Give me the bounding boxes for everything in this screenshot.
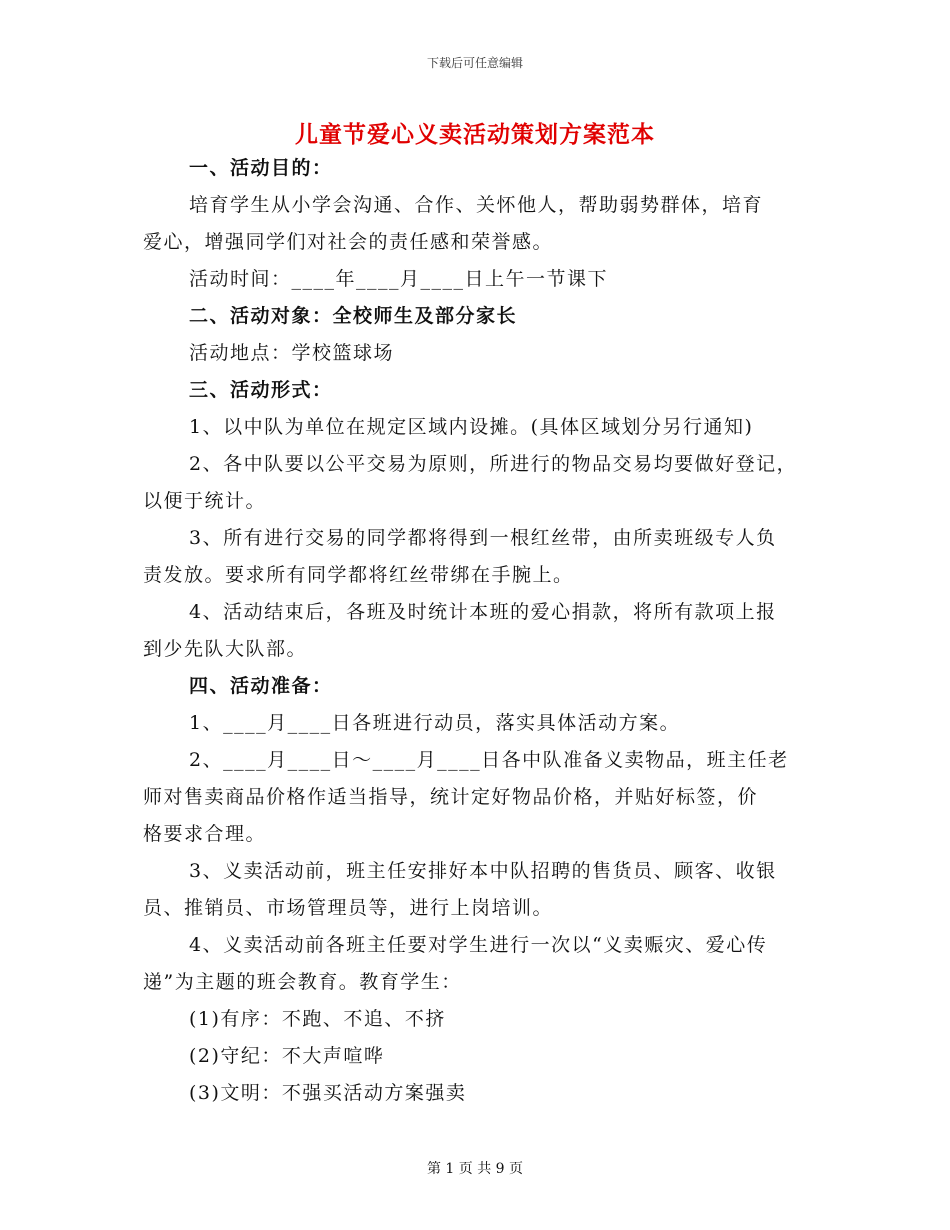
paragraph-line: 爱心，增强同学们对社会的责任感和荣誉感。: [143, 231, 554, 253]
paragraph-line: 4、义卖活动前各班主任要对学生进行一次以“义卖赈灾、爱心传: [189, 934, 768, 956]
page-header-note: 下载后可任意编辑: [426, 56, 523, 70]
paragraph-line: 2、各中队要以公平交易为原则，所进行的物品交易均要做好登记，: [189, 453, 798, 475]
paragraph-line: 责发放。要求所有同学都将红丝带绑在手腕上。: [143, 564, 574, 586]
paragraph-line: 格要求合理。: [143, 823, 267, 845]
document-body: [143, 150, 811, 1112]
paragraph-line: 递”为主题的班会教育。教育学生：: [143, 971, 462, 993]
document-title: 儿童节爱心义卖活动策划方案范本: [295, 121, 655, 148]
paragraph-line: 1、以中队为单位在规定区域内设摊。(具体区域划分另行通知): [189, 416, 754, 438]
list-item: (2)守纪：不大声喧哗: [189, 1045, 385, 1067]
paragraph-line: 到少先队大队部。: [143, 638, 308, 660]
paragraph-line: 员、推销员、市场管理员等，进行上岗培训。: [143, 897, 554, 919]
paragraph-line: 3、义卖活动前，班主任安排好本中队招聘的售货员、顾客、收银: [189, 860, 777, 882]
section-heading-participants: 二、活动对象：全校师生及部分家长: [189, 305, 518, 327]
paragraph-line: 师对售卖商品价格作适当指导，统计定好物品价格，并贴好标签，价: [143, 786, 759, 808]
list-item: (1)有序：不跑、不追、不挤: [189, 1008, 446, 1030]
section-heading-format: 三、活动形式：: [189, 379, 333, 401]
activity-time: 活动时间：____年____月____日上午一节课下: [189, 268, 609, 290]
activity-location: 活动地点：学校篮球场: [189, 342, 395, 364]
paragraph-line: 以便于统计。: [143, 490, 267, 512]
paragraph-line: 培育学生从小学会沟通、合作、关怀他人，帮助弱势群体，培育: [189, 194, 764, 216]
section-heading-purpose: 一、活动目的：: [189, 157, 333, 179]
paragraph-line: 4、活动结束后，各班及时统计本班的爱心捐款，将所有款项上报: [189, 601, 777, 623]
paragraph-line: 2、____月____日～____月____日各中队准备义卖物品，班主任老: [189, 749, 789, 771]
paragraph-line: 3、所有进行交易的同学都将得到一根红丝带，由所卖班级专人负: [189, 527, 777, 549]
section-heading-preparation: 四、活动准备：: [189, 675, 333, 697]
page-number: 第 1 页 共 9 页: [426, 1161, 524, 1177]
list-item: (3)文明：不强买活动方案强卖: [189, 1082, 467, 1104]
paragraph-line: 1、____月____日各班进行动员，落实具体活动方案。: [189, 712, 681, 734]
